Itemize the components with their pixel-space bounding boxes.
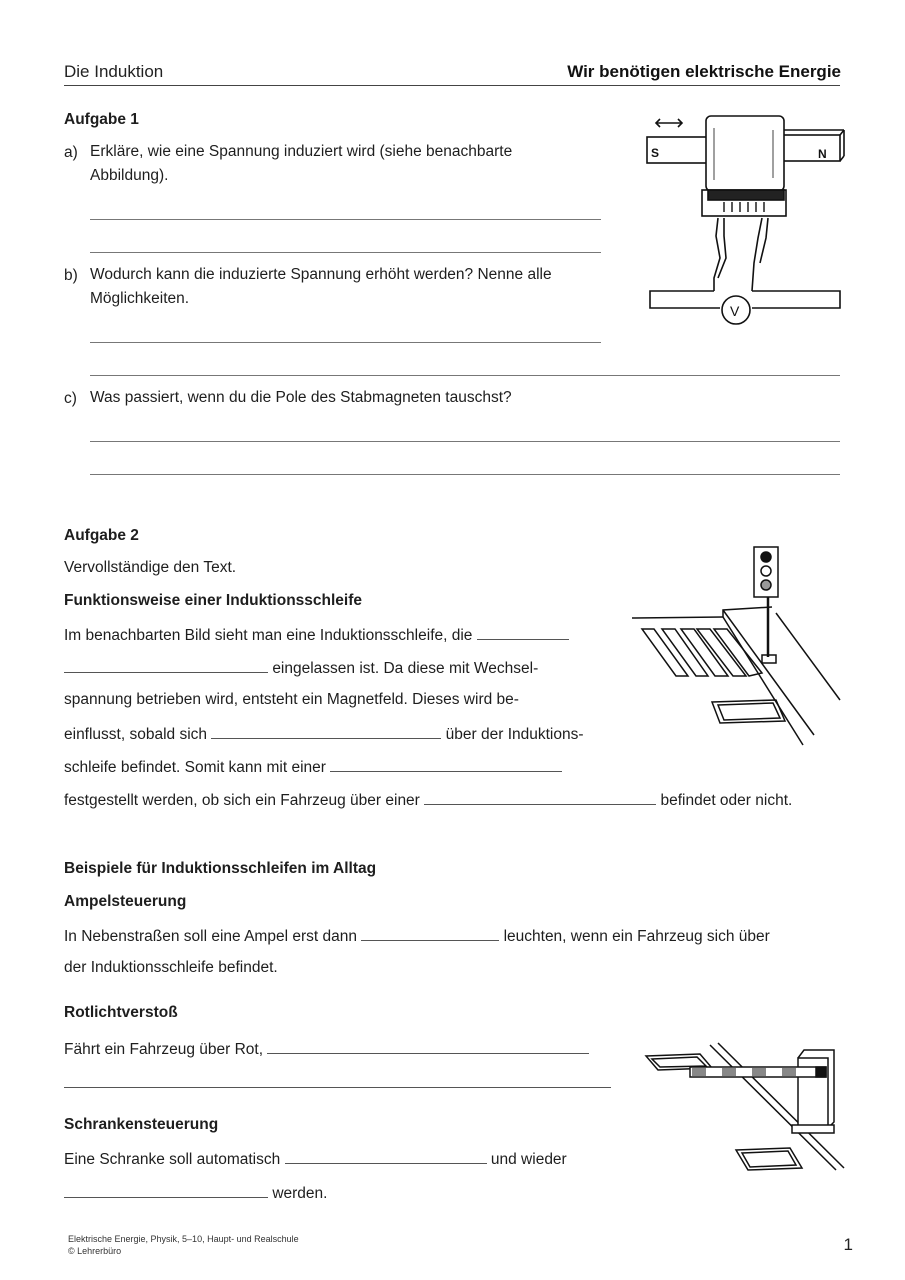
question-b-line1: Wodurch kann die induzierte Spannung erhöht werden? Nenne alle xyxy=(90,266,552,283)
blank-field-5[interactable] xyxy=(424,790,656,805)
paragraph-line-5 xyxy=(64,757,562,777)
rotlicht-title: Rotlichtverstoß xyxy=(64,1004,178,1021)
header-right-title: Wir benötigen elektrische Energie xyxy=(567,62,841,81)
text-span: befindet oder nicht. xyxy=(660,792,793,809)
ampel-title: Ampelsteuerung xyxy=(64,893,187,910)
blank-field-4[interactable] xyxy=(330,757,562,772)
text-span: einflusst, sobald sich xyxy=(64,726,208,743)
pole-n-label: N xyxy=(818,147,827,161)
task2-title: Aufgabe 2 xyxy=(64,527,139,544)
text-span: In Nebenstraßen soll eine Ampel erst dann xyxy=(64,928,357,945)
barrier-gate-figure xyxy=(640,1040,850,1175)
question-b-text xyxy=(90,263,552,311)
answer-line-b1[interactable] xyxy=(90,342,601,343)
question-b-label: b) xyxy=(64,267,78,284)
answer-line-rotlicht[interactable] xyxy=(64,1087,611,1088)
question-a-text xyxy=(90,140,512,188)
rotlicht-line-1 xyxy=(64,1039,589,1059)
blank-field-9[interactable] xyxy=(64,1183,268,1198)
question-a-line2: Abbildung). xyxy=(90,167,169,184)
section-title-induction-loop: Funktionsweise einer Induktionsschleife xyxy=(64,592,363,609)
blank-field-1[interactable] xyxy=(477,625,569,640)
text-span: und wieder xyxy=(490,1151,567,1168)
footer-copyright: © Lehrerbüro xyxy=(68,1246,122,1256)
text-span: Im benachbarten Bild sieht man eine Induktionsschleife, die xyxy=(64,627,473,644)
paragraph-line-4 xyxy=(64,724,584,744)
paragraph-line-3: spannung betrieben wird, entsteht ein Magnetfeld. Dieses wird be- xyxy=(64,691,519,708)
answer-line-c2[interactable] xyxy=(90,474,840,475)
question-c-text xyxy=(90,386,512,410)
question-c-line1: Was passiert, wenn du die Pole des Stabmagneten tauschst? xyxy=(90,389,512,406)
footer-credits xyxy=(68,1233,299,1257)
text-span: Fährt ein Fahrzeug über Rot, xyxy=(64,1041,264,1058)
blank-field-7[interactable] xyxy=(267,1039,589,1054)
text-span: werden. xyxy=(272,1185,328,1202)
text-span: über der Induktions- xyxy=(445,726,584,743)
task2-instruction: Vervollständige den Text. xyxy=(64,559,237,576)
header-divider xyxy=(64,85,840,86)
schranke-line-2 xyxy=(64,1183,327,1203)
paragraph-line-2 xyxy=(64,658,538,678)
schranke-line-1 xyxy=(64,1149,567,1169)
paragraph-line-6 xyxy=(64,790,792,810)
question-c-label: c) xyxy=(64,390,77,407)
ampel-line-1 xyxy=(64,926,770,946)
question-b-line2: Möglichkeiten. xyxy=(90,290,190,307)
question-a-line1: Erkläre, wie eine Spannung induziert wird (siehe benachbarte xyxy=(90,143,513,160)
blank-field-8[interactable] xyxy=(285,1149,487,1164)
text-span: leuchten, wenn ein Fahrzeug sich über xyxy=(503,928,770,945)
examples-title: Beispiele für Induktionsschleifen im Alltag xyxy=(64,860,377,877)
induction-coil-figure xyxy=(640,108,850,330)
question-a-label: a) xyxy=(64,144,78,161)
text-span: schleife befindet. Somit kann mit einer xyxy=(64,759,326,776)
answer-line-a2[interactable] xyxy=(90,252,601,253)
task1-title: Aufgabe 1 xyxy=(64,111,139,128)
footer-line-1: Elektrische Energie, Physik, 5–10, Haupt- und Realschule xyxy=(68,1234,299,1244)
text-span: Eine Schranke soll automatisch xyxy=(64,1151,281,1168)
header-left-title: Die Induktion xyxy=(64,62,164,81)
blank-field-2[interactable] xyxy=(64,658,268,673)
blank-field-6[interactable] xyxy=(361,926,499,941)
blank-field-3[interactable] xyxy=(211,724,441,739)
voltmeter-label: V xyxy=(730,303,740,319)
pole-s-label: S xyxy=(651,146,660,160)
paragraph-line-1 xyxy=(64,625,569,645)
text-span: eingelassen ist. Da diese mit Wechsel- xyxy=(272,660,539,677)
ampel-line-2: der Induktionsschleife befindet. xyxy=(64,959,278,976)
answer-line-b2[interactable] xyxy=(90,375,840,376)
answer-line-a1[interactable] xyxy=(90,219,601,220)
answer-line-c1[interactable] xyxy=(90,441,840,442)
text-span: festgestellt werden, ob sich ein Fahrzeug über einer xyxy=(64,792,420,809)
schranke-title: Schrankensteuerung xyxy=(64,1116,219,1133)
page-number: 1 xyxy=(843,1235,853,1254)
traffic-light-loop-figure xyxy=(628,545,843,745)
